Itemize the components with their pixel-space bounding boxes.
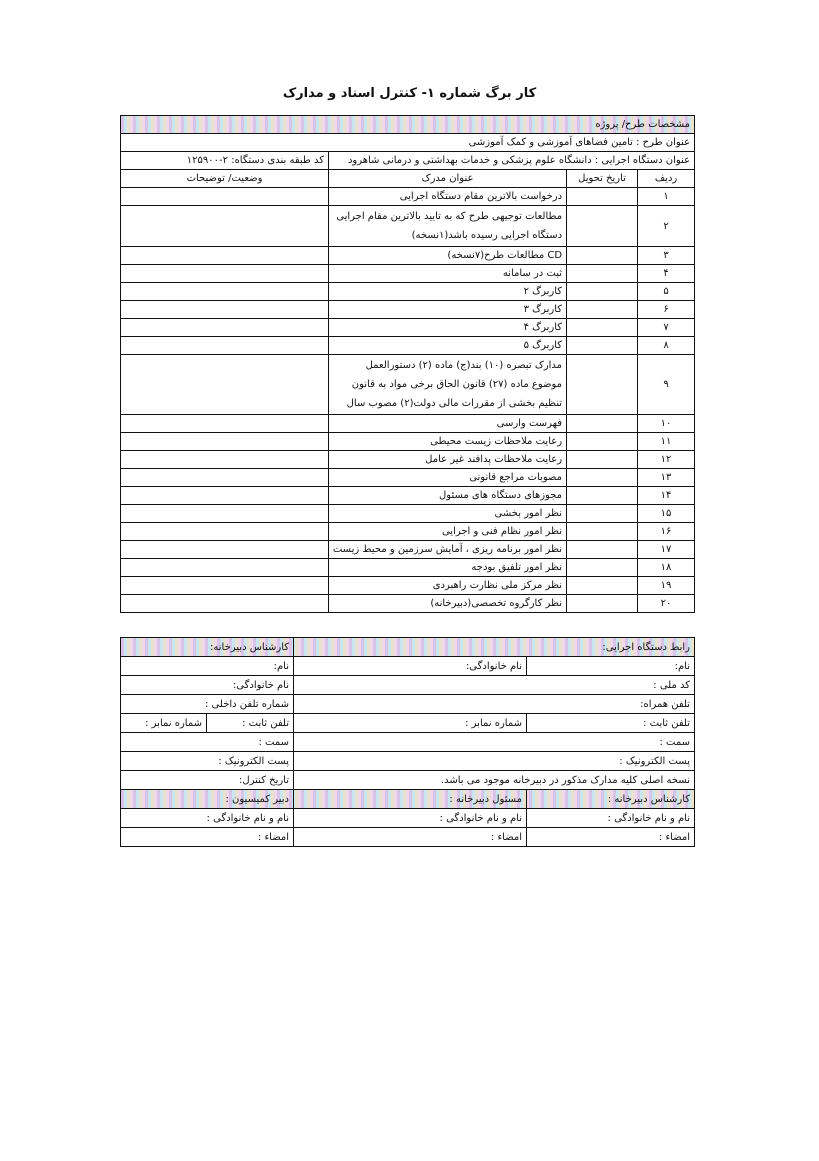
project-section-header-row (121, 116, 695, 134)
liaison-fax: شماره نمابر : (294, 714, 527, 733)
row-number: ۱۲ (638, 451, 695, 469)
status-cell (121, 541, 329, 559)
code-row (121, 676, 695, 695)
secretariat-expert-header: کارشناس دبیرخانه : (527, 790, 695, 809)
liaison-landline: تلفن ثابت : (527, 714, 695, 733)
table-row (121, 505, 695, 523)
liaison-header: رابط دستگاه اجرایی: (294, 638, 695, 657)
delivery-date-cell (567, 247, 638, 265)
control-date: تاریخ کنترل: (121, 771, 294, 790)
expert-landline: تلفن ثابت : (207, 714, 294, 733)
document-title: نظر امور نظام فنی و اجرایی (329, 523, 567, 541)
table-row (121, 487, 695, 505)
status-cell (121, 523, 329, 541)
status-cell (121, 188, 329, 206)
row-number: ۱۱ (638, 433, 695, 451)
table-row (121, 319, 695, 337)
expert-header: کارشناس دبیرخانه: (121, 638, 294, 657)
document-title: مدارک تبصره (۱۰) بند(ج) ماده (۲) دستورالعمل موضوع ماده (۲۷) قانون الحاق برخی مواد به قانون تنظیم بخشی از مقررات مالی دولت(۲) مصوب سال (329, 355, 567, 415)
note-row (121, 771, 695, 790)
delivery-date-cell (567, 451, 638, 469)
delivery-date-cell (567, 505, 638, 523)
table-row (121, 577, 695, 595)
secretariat-expert-signature: امضاء : (527, 828, 695, 847)
status-cell (121, 283, 329, 301)
table-row (121, 337, 695, 355)
delivery-date-cell (567, 577, 638, 595)
document-title: مطالعات توجیهی طرح که به تایید بالاترین مقام اجرایی دستگاه اجرایی رسیده باشد(۱نسخه) (329, 206, 567, 247)
table-row (121, 451, 695, 469)
liaison-national-code: کد ملی : (294, 676, 695, 695)
table-row (121, 247, 695, 265)
table-row (121, 283, 695, 301)
agency-row (121, 152, 695, 170)
project-title-row (121, 134, 695, 152)
project-title: عنوان طرح : تامین فضاهای آموزشی و کمک آموزشی (121, 134, 695, 152)
secretariat-officer-signature: امضاء : (294, 828, 527, 847)
liaison-family-name: نام خانوادگی: (294, 657, 527, 676)
table-row (121, 559, 695, 577)
status-cell (121, 247, 329, 265)
document-title: نظر امور تلفیق بودجه (329, 559, 567, 577)
document-title: نظر کارگروه تخصصی(دبیرخانه) (329, 595, 567, 613)
signatories-header-row (121, 790, 695, 809)
table-row (121, 301, 695, 319)
delivery-date-header: تاریخ تحویل (567, 170, 638, 188)
signatures-row (121, 828, 695, 847)
table-row (121, 265, 695, 283)
status-cell (121, 319, 329, 337)
table-row (121, 415, 695, 433)
document-title: ثبت در سامانه (329, 265, 567, 283)
table-header-row (121, 170, 695, 188)
liaison-email: پست الکترونیک : (294, 752, 695, 771)
delivery-date-cell (567, 355, 638, 415)
status-cell (121, 451, 329, 469)
status-cell (121, 595, 329, 613)
document-title: کاربرگ ۵ (329, 337, 567, 355)
classification-code: کد طبقه بندی دستگاه: ۲-۱۲۵۹۰۰ (121, 152, 329, 170)
table-row (121, 541, 695, 559)
table-row (121, 433, 695, 451)
secretariat-expert-name: نام و نام خانوادگی : (527, 809, 695, 828)
document-rows (121, 188, 695, 613)
row-number: ۱۴ (638, 487, 695, 505)
table-row (121, 206, 695, 247)
row-number: ۹ (638, 355, 695, 415)
status-cell (121, 469, 329, 487)
position-row (121, 733, 695, 752)
mobile-row (121, 695, 695, 714)
document-title: نظر مرکز ملی نظارت راهبردی (329, 577, 567, 595)
document-title: نظر امور برنامه ریزی ، آمایش سرزمین و محیط زیست (329, 541, 567, 559)
original-copy-note: نسخه اصلی کلیه مدارک مذکور در دبیرخانه موجود می باشد. (294, 771, 695, 790)
table-row (121, 523, 695, 541)
delivery-date-cell (567, 265, 638, 283)
document-title: مصوبات مراجع قانونی (329, 469, 567, 487)
row-number: ۶ (638, 301, 695, 319)
delivery-date-cell (567, 206, 638, 247)
row-number: ۱۶ (638, 523, 695, 541)
status-cell (121, 559, 329, 577)
status-cell (121, 487, 329, 505)
secretariat-officer-name: نام و نام خانوادگی : (294, 809, 527, 828)
name-row (121, 657, 695, 676)
liaison-mobile: تلفن همراه: (294, 695, 695, 714)
expert-fax: شماره نمابر : (121, 714, 207, 733)
page-title: کار برگ شماره ۱- کنترل اسناد و مدارک (282, 86, 537, 101)
signatory-names-row (121, 809, 695, 828)
expert-email: پست الکترونیک : (121, 752, 294, 771)
email-row (121, 752, 695, 771)
document-title: رعایت ملاحظات پدافند غیر عامل (329, 451, 567, 469)
row-number: ۱۵ (638, 505, 695, 523)
status-cell (121, 505, 329, 523)
status-header: وضعیت/ توضیحات (121, 170, 329, 188)
document-title: کاربرگ ۴ (329, 319, 567, 337)
liaison-name: نام: (527, 657, 695, 676)
delivery-date-cell (567, 415, 638, 433)
status-cell (121, 337, 329, 355)
row-number: ۸ (638, 337, 695, 355)
document-title: نظر امور بخشی (329, 505, 567, 523)
status-cell (121, 301, 329, 319)
delivery-date-cell (567, 541, 638, 559)
row-number-header: ردیف (638, 170, 695, 188)
row-number: ۴ (638, 265, 695, 283)
delivery-date-cell (567, 283, 638, 301)
delivery-date-cell (567, 469, 638, 487)
secretariat-officer-header: مسئول دبیرخانه : (294, 790, 527, 809)
delivery-date-cell (567, 595, 638, 613)
liaison-position: سمت : (294, 733, 695, 752)
contact-header-row (121, 638, 695, 657)
documents-table (120, 115, 695, 613)
document-title: مجوزهای دستگاه های مسئول (329, 487, 567, 505)
delivery-date-cell (567, 433, 638, 451)
row-number: ۳ (638, 247, 695, 265)
row-number: ۱ (638, 188, 695, 206)
table-row (121, 595, 695, 613)
delivery-date-cell (567, 337, 638, 355)
row-number: ۲۰ (638, 595, 695, 613)
expert-name: نام: (121, 657, 294, 676)
document-title: درخواست بالاترین مقام دستگاه اجرایی (329, 188, 567, 206)
table-row (121, 188, 695, 206)
contact-table (120, 637, 695, 847)
commission-secretary-header: دبیر کمیسیون : (121, 790, 294, 809)
status-cell (121, 415, 329, 433)
project-section-header: مشخصات طرح/ پروژه (121, 116, 695, 134)
status-cell (121, 265, 329, 283)
row-number: ۲ (638, 206, 695, 247)
delivery-date-cell (567, 301, 638, 319)
row-number: ۱۰ (638, 415, 695, 433)
document-title: فهرست وارسی (329, 415, 567, 433)
delivery-date-cell (567, 487, 638, 505)
delivery-date-cell (567, 319, 638, 337)
row-number: ۱۷ (638, 541, 695, 559)
table-row (121, 355, 695, 415)
phone-row (121, 714, 695, 733)
document-title: رعایت ملاحظات زیست محیطی (329, 433, 567, 451)
delivery-date-cell (567, 523, 638, 541)
row-number: ۱۸ (638, 559, 695, 577)
row-number: ۱۳ (638, 469, 695, 487)
commission-secretary-signature: امضاء : (121, 828, 294, 847)
document-title: کاربرگ ۳ (329, 301, 567, 319)
delivery-date-cell (567, 188, 638, 206)
document-title: کاربرگ ۲ (329, 283, 567, 301)
document-title-header: عنوان مدرک (329, 170, 567, 188)
document-title: CD مطالعات طرح(۷نسخه) (329, 247, 567, 265)
expert-family-name: نام خانوادگی: (121, 676, 294, 695)
delivery-date-cell (567, 559, 638, 577)
row-number: ۷ (638, 319, 695, 337)
commission-secretary-name: نام و نام خانوادگی : (121, 809, 294, 828)
status-cell (121, 577, 329, 595)
status-cell (121, 355, 329, 415)
status-cell (121, 206, 329, 247)
table-row (121, 469, 695, 487)
status-cell (121, 433, 329, 451)
agency-name: عنوان دستگاه اجرایی : دانشگاه علوم پزشکی و خدمات بهداشتی و درمانی شاهرود (329, 152, 695, 170)
expert-internal-phone: شماره تلفن داخلی : (121, 695, 294, 714)
expert-position: سمت : (121, 733, 294, 752)
row-number: ۵ (638, 283, 695, 301)
row-number: ۱۹ (638, 577, 695, 595)
